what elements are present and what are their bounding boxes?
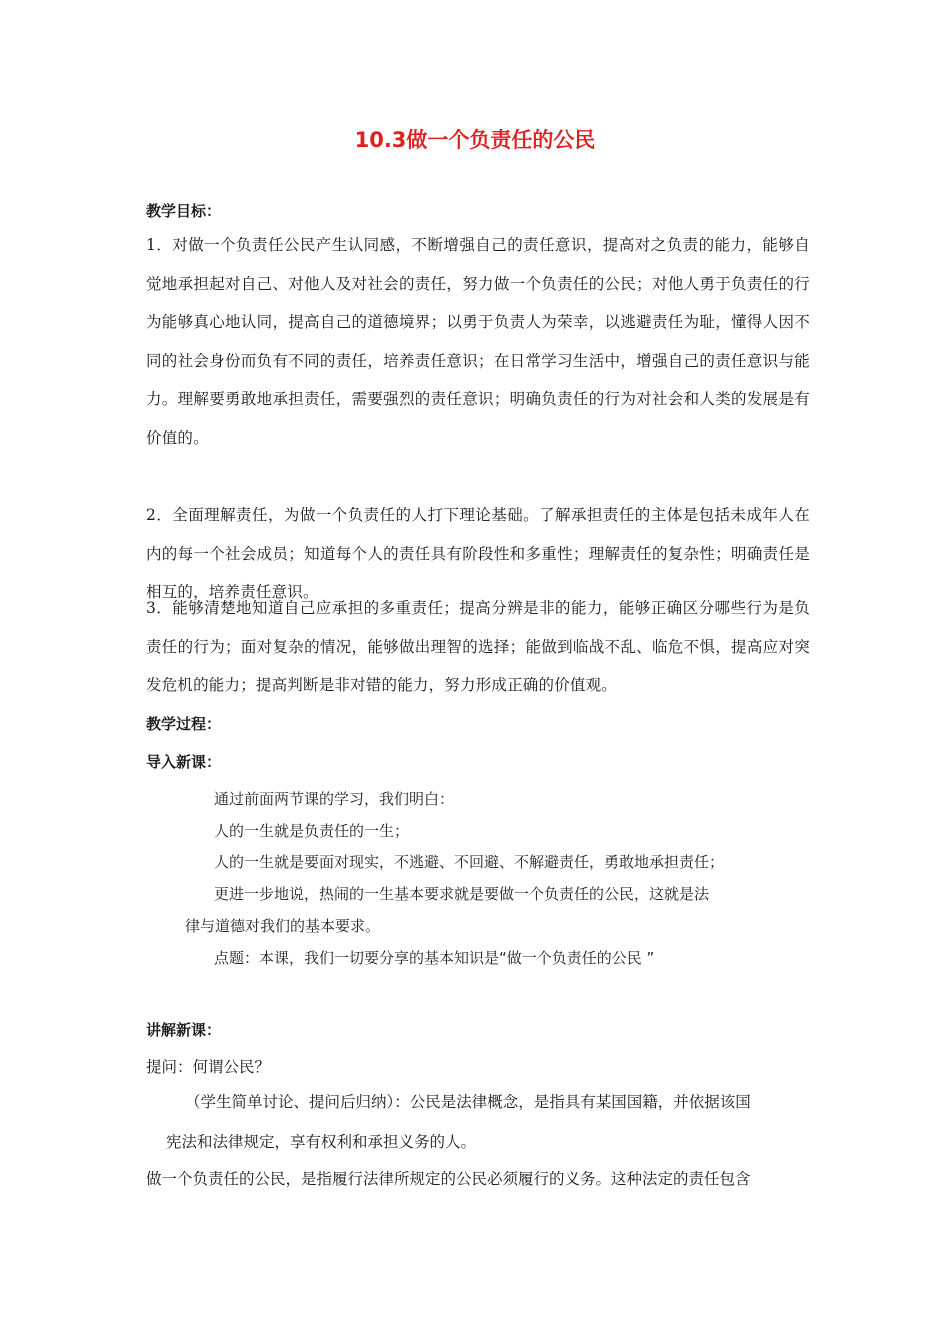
objective-item-1: 1．对做一个负责任公民产生认同感，不断增强自己的责任意识，提高对之负责的能力，能够自觉地承担起对自己、对他人及对社会的责任，努力做一个负责任的公民；对他人勇于负责任的行为能够真心地认同，提高自己的道德境界；以勇于负责人为荣幸，以逃避责任为耻，懂得人因不同的社会身份而负有不同的责任，培养责任意识；在日常学习生活中，增强自己的责任意识与能力。理解要勇敢地承担责任，需要强烈的责任意识；明确负责任的行为对社会和人类的发展是有价值的。: [146, 236, 810, 447]
intro-line: 更进一步地说，热闹的一生基本要求就是要做一个负责任的公民，这就是法: [214, 885, 710, 903]
question-line: 提问：何谓公民？: [146, 1058, 271, 1076]
intro-line: 点题：本课，我们一切要分享的基本知识是“做一个负责任的公民 ”: [214, 949, 655, 967]
objective-item-3: 3．能够清楚地知道自己应承担的多重责任；提高分辨是非的能力，能够正确区分哪些行为是负责任的行为；面对复杂的情况，能够做出理智的选择；能做到临战不乱、临危不惧，提高应对突发危机的能力；提高判断是非对错的能力，努力形成正确的价值观。: [146, 599, 810, 694]
objective-item-2: 2．全面理解责任，为做一个负责任的人打下理论基础。了解承担责任的主体是包括未成年人在内的每一个社会成员；知道每个人的责任具有阶段性和多重性；理解责任的复杂性；明确责任是相互的，培养责任意识。: [146, 506, 810, 601]
intro-line: 律与道德对我们的基本要求。: [185, 917, 381, 935]
intro-line: 人的一生就是要面对现实，不逃避、不回避、不解避责任，勇敢地承担责任；: [214, 853, 725, 871]
intro-line: 通过前面两节课的学习，我们明白：: [214, 790, 455, 808]
intro-scanned-block: [150, 782, 810, 978]
page-title: 10.3做一个负责任的公民: [354, 128, 596, 152]
closing-line: 做一个负责任的公民，是指履行法律所规定的公民必须履行的义务。这种法定的责任包含: [146, 1170, 751, 1188]
process-heading: 教学过程：: [146, 715, 222, 733]
objectives-heading: 教学目标：: [146, 202, 222, 220]
lecture-heading: 讲解新课：: [146, 1021, 222, 1039]
intro-line: 人的一生就是负责任的一生；: [214, 822, 410, 840]
answer-line: 宪法和法律规定，享有权利和承担义务的人。: [166, 1133, 477, 1151]
answer-line: （学生简单讨论、提问后归纳）：公民是法律概念，是指具有某国国籍，并依据该国: [185, 1093, 751, 1111]
intro-heading: 导入新课：: [146, 753, 222, 771]
